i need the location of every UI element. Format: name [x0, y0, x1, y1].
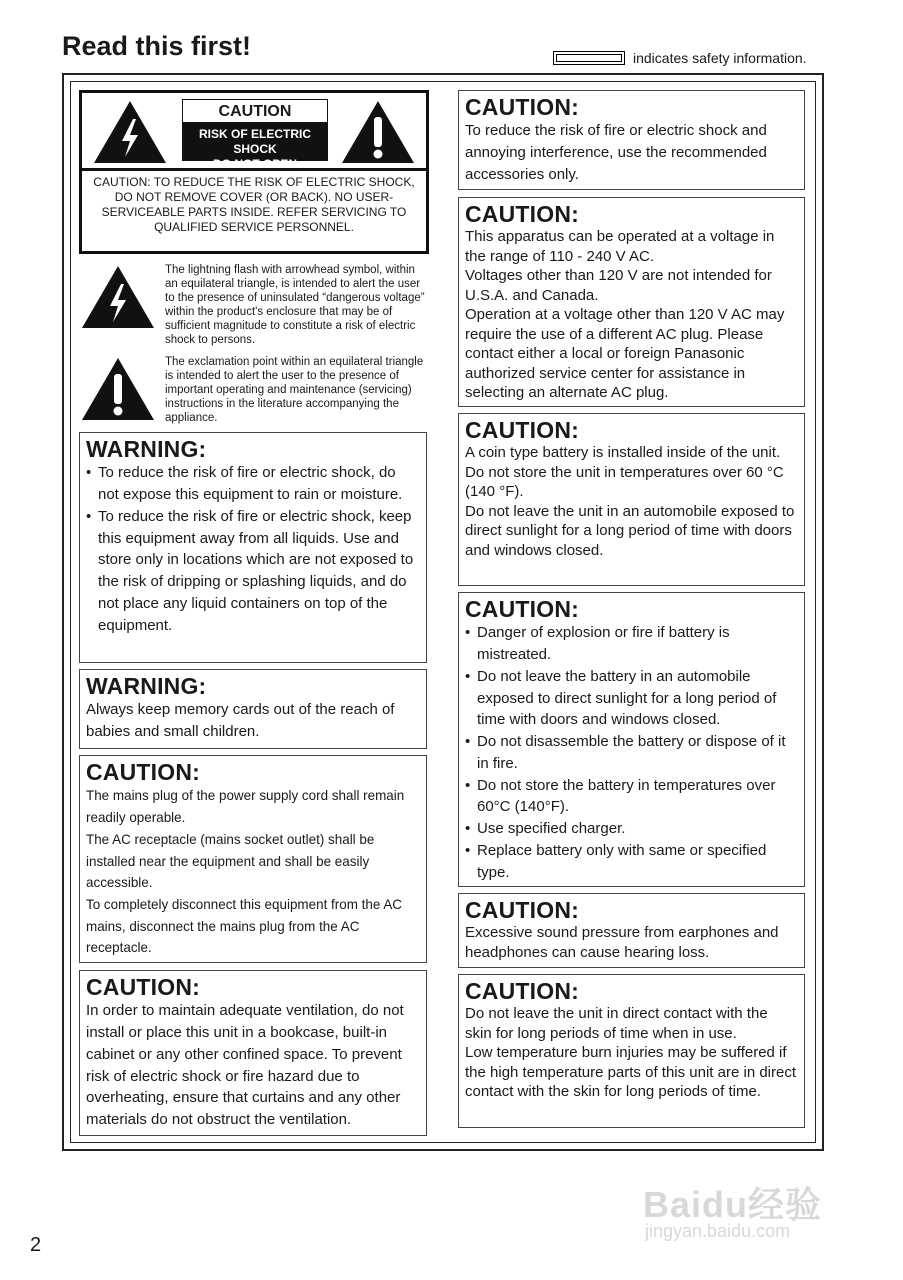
- warning-heading: WARNING:: [86, 673, 207, 699]
- warning-heading: WARNING:: [86, 436, 207, 462]
- lightning-triangle-icon: [80, 264, 156, 330]
- paragraph: Do not leave the unit in an automobile exposed to direct sunlight for a long period of time with doors and windows closed.: [465, 502, 795, 559]
- watermark-url: jingyan.baidu.com: [645, 1221, 791, 1241]
- list-item: • To reduce the risk of fire or electric shock, keep this equipment away from all liquids. Use and store only in locations which are not exposed to the risk of dripping or splashing liquids, and do not place any liquid containers on top of the equipment.: [86, 506, 420, 637]
- paragraph: Voltages other than 120 V are not intended for U.S.A. and Canada.: [465, 267, 772, 304]
- paragraph: The mains plug of the power supply cord shall remain readily operable.: [86, 787, 405, 826]
- paragraph: Do not leave the unit in direct contact with the skin for long periods of time when in use.: [465, 1005, 768, 1042]
- paragraph: Do not store the unit in temperatures over 60 °C (140 °F).: [465, 463, 784, 501]
- caution-label-text: CAUTION: TO REDUCE THE RISK OF ELECTRIC SHOCK, DO NOT REMOVE COVER (OR BACK). NO USER-SERVICEABLE PARTS INSIDE. REFER SERVICING TO QUALIFIED SERVICE PERSONNEL.: [93, 175, 415, 234]
- caution-text: Excessive sound pressure from earphones and headphones can cause hearing loss.: [465, 924, 779, 961]
- paragraph: A coin type battery is installed inside of the unit.: [465, 444, 781, 462]
- caution-box-mains-plug: [79, 755, 427, 963]
- list-item: • Use specified charger.: [465, 818, 798, 840]
- list-item: • Do not disassemble the battery or dispose of it in fire.: [465, 731, 798, 775]
- exclamation-symbol-explanation: The exclamation point within an equilateral triangle is intended to alert the user to the presence of important operating and maintenance (servicing) instructions in the literature accompanying the appliance.: [165, 356, 424, 424]
- warning-list: [86, 462, 420, 636]
- caution-heading: CAUTION:: [465, 417, 580, 443]
- safety-legend-text: indicates safety information.: [633, 50, 807, 66]
- caution-box-voltage: [458, 197, 805, 407]
- list-item: • Do not leave the battery in an automobile exposed to direct sunlight for a long period of time with doors and windows closed.: [465, 666, 798, 731]
- caution-heading: CAUTION:: [465, 201, 580, 227]
- risk-line-1: RISK OF ELECTRIC SHOCK: [198, 127, 311, 156]
- exclamation-triangle-icon: [80, 356, 156, 422]
- caution-heading: CAUTION:: [465, 94, 580, 120]
- risk-line-2: DO NOT OPEN: [212, 157, 297, 171]
- paragraph: The AC receptacle (mains socket outlet) shall be installed near the equipment and shall be easily accessible.: [86, 830, 375, 891]
- caution-text: In order to maintain adequate ventilation, do not install or place this unit in a bookcase, built-in cabinet or any other confined space. To prevent risk of electric shock or fire hazard due to overheating, ensure that curtains and any other materials do not obstruct the ventilation.: [86, 1002, 404, 1129]
- lightning-triangle-icon: [92, 99, 168, 165]
- paragraph: Operation at a voltage other than 120 V AC may require the use of a different AC plug. Please contact either a local or foreign Panasonic authorized service center for assistance in selecting an alternate AC plug.: [465, 306, 785, 402]
- caution-text: [465, 227, 798, 403]
- caution-heading: CAUTION:: [465, 978, 580, 1004]
- caution-label: [79, 90, 429, 254]
- caution-heading: CAUTION:: [86, 974, 201, 1000]
- safety-frame-icon: [553, 51, 625, 65]
- paragraph: This apparatus can be operated at a voltage in the range of 110 - 240 V AC.: [465, 228, 775, 265]
- caution-text: [86, 785, 407, 959]
- list-item: • Do not store the battery in temperatures over 60°C (140°F).: [465, 775, 798, 819]
- caution-list: [465, 622, 798, 883]
- risk-of-shock-banner: [182, 123, 328, 171]
- list-item: • Danger of explosion or fire if battery is mistreated.: [465, 622, 798, 666]
- warning-box-liquids: [79, 432, 427, 663]
- paragraph: To completely disconnect this equipment from the AC mains, disconnect the mains plug from the AC receptacle.: [86, 895, 403, 956]
- safety-legend: [553, 49, 807, 67]
- list-item: • Replace battery only with same or specified type.: [465, 840, 798, 884]
- caution-box-battery: [458, 592, 805, 887]
- caution-label-title: CAUTION: [182, 99, 328, 123]
- page-number: 2: [30, 1234, 42, 1256]
- caution-box-accessories: [458, 90, 805, 190]
- lightning-symbol-explanation: The lightning flash with arrowhead symbol, within an equilateral triangle, is intended to alert the user to the presence of uninsulated “dangerous voltage” within the product's enclosure that may be of sufficient magnitude to constitute a risk of electric shock to persons.: [165, 264, 425, 346]
- caution-box-sound-pressure: [458, 893, 805, 968]
- warning-text: Always keep memory cards out of the reach of babies and small children.: [86, 701, 395, 741]
- caution-box-skin-contact: [458, 974, 805, 1128]
- caution-heading: CAUTION:: [86, 759, 201, 785]
- caution-text: [465, 443, 798, 560]
- paragraph: Low temperature burn injuries may be suffered if the high temperature parts of this unit are in direct contact with the skin for long periods of time.: [465, 1044, 797, 1101]
- caution-box-ventilation: [79, 970, 427, 1136]
- caution-text: To reduce the risk of fire or electric shock and annoying interference, use the recommended accessories only.: [465, 122, 767, 183]
- page-title: Read this first!: [62, 31, 252, 61]
- caution-text: [465, 1004, 798, 1102]
- watermark-brand: Baidu经验: [643, 1184, 823, 1225]
- watermark: [643, 1147, 853, 1247]
- list-item: • To reduce the risk of fire or electric shock, do not expose this equipment to rain or moisture.: [86, 462, 420, 506]
- caution-label-header: [82, 93, 426, 171]
- caution-heading: CAUTION:: [465, 596, 580, 622]
- caution-box-coin-battery: [458, 413, 805, 586]
- exclamation-triangle-icon: [340, 99, 416, 165]
- caution-heading: CAUTION:: [465, 897, 580, 923]
- warning-box-memory-cards: [79, 669, 427, 749]
